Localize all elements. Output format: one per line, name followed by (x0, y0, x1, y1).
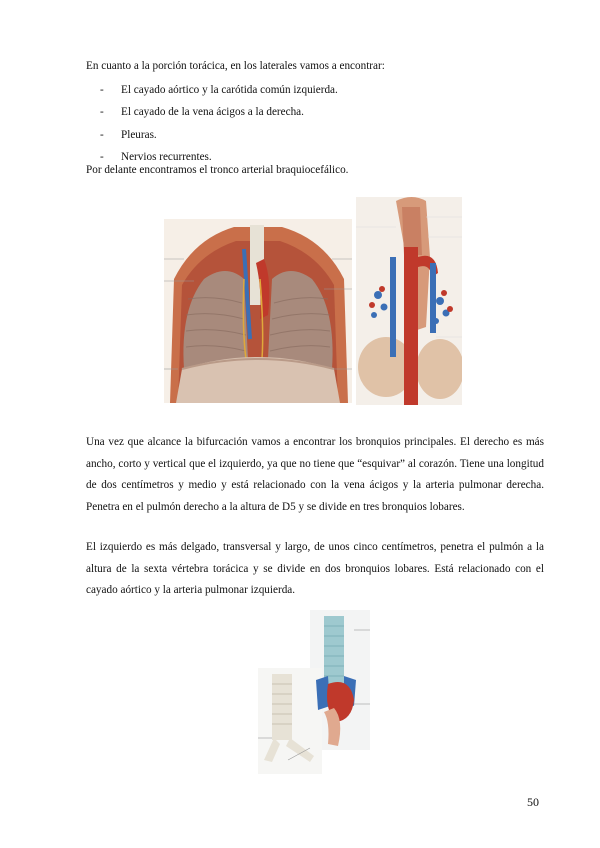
bullet-marker: - (100, 150, 104, 163)
front-text: Por delante encontramos el tronco arterial braquiocefálico. (86, 164, 349, 176)
intro-text: En cuanto a la porción torácica, en los laterales vamos a encontrar: (86, 60, 385, 72)
list-item: - El cayado de la vena ácigos a la derecha. (100, 101, 338, 123)
paragraph-right-bronchus: Una vez que alcance la bifurcación vamos a encontrar los bronquios principales. El derecho es más ancho, corto y vertical que el izquierdo, ya que no tiene que “esquivar” al corazón. Tiene una longitud de dos centímetros y medio y está relacionado con la vena ácigos y la arteria pulmonar derecha. Penetra en el pulmón derecho a la altura de D5 y se divide en tres bronquios lobares. (86, 436, 544, 513)
bullet-marker: - (100, 106, 104, 119)
list-item: - Nervios recurrentes. (100, 146, 338, 168)
bullet-list (100, 79, 338, 168)
bullet-marker: - (100, 84, 104, 96)
list-item: - Pleuras. (100, 124, 338, 146)
list-item: - El cayado aórtico y la carótida común izquierda. (100, 79, 338, 101)
thorax-lungs-illustration (164, 219, 352, 403)
bullet-marker: - (100, 128, 104, 141)
esophagus-aorta-illustration (356, 197, 462, 405)
paragraph-left-bronchus: El izquierdo es más delgado, transversal y largo, de unos cinco centímetros, penetra el pulmón a la altura de la sexta vértebra torácica y se divide en dos bronquios lobares. Está relacionado con el cayado aórtico y la arteria pulmonar izquierda. (86, 541, 544, 597)
page-number: 50 (527, 795, 539, 809)
trachea-bronchi-illustration (258, 610, 370, 774)
